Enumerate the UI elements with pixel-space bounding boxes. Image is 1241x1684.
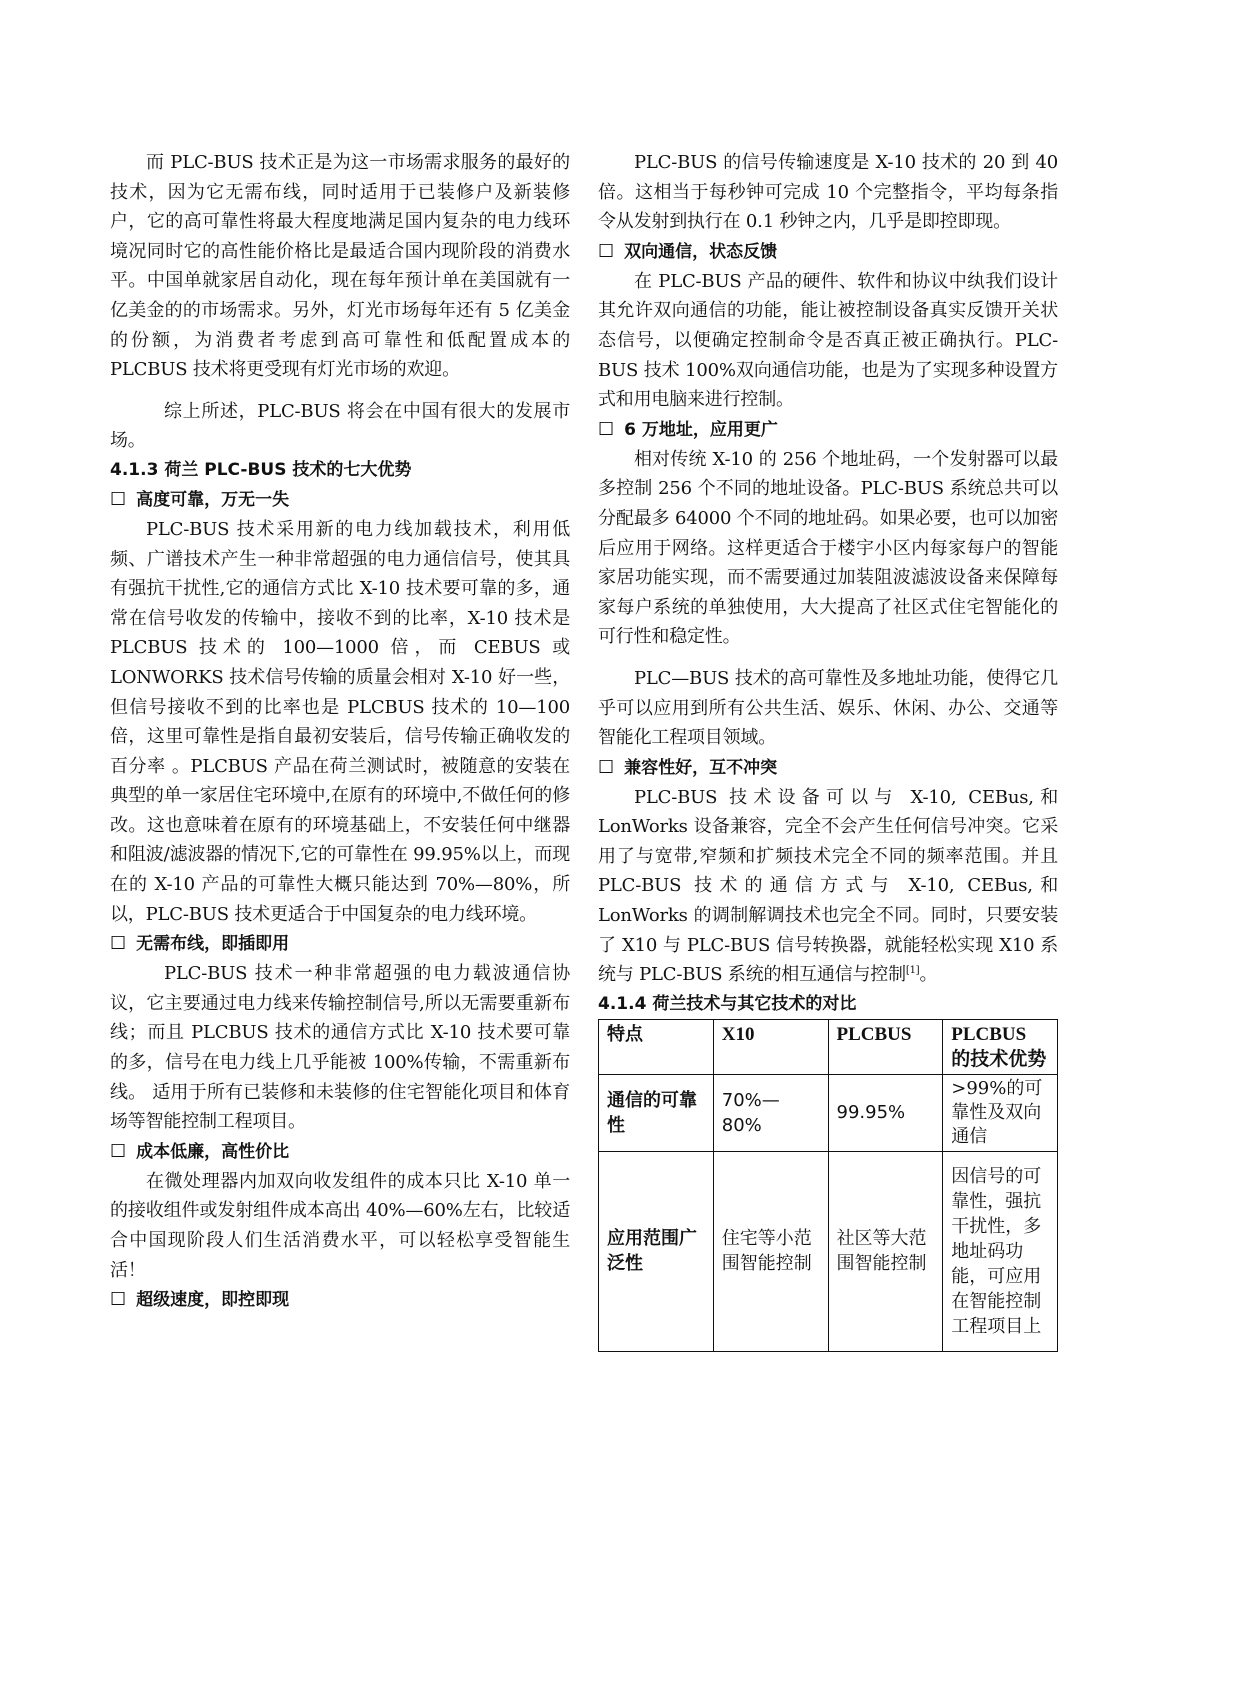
paragraph: 相对传统 X-10 的 256 个地址码，一个发射器可以最多控制 256 个不同的地址设备。PLC-BUS 系统总共可以分配最多 64000 个不同的地址码。如果必要，也可以加密后应用于网络。这样更适合于楼宇小区内每家每户的智能家居功能实现，而不需要通过加装阻波滤波设备来保障每家每户系统的单独使用，大大提高了社区式住宅智能化的可行性和稳定性。: [598, 448, 1058, 648]
paragraph: [598, 783, 1058, 990]
comparison-table: [598, 1019, 1058, 1352]
subheading: [110, 1137, 570, 1167]
checkbox-icon: ☐: [110, 1289, 127, 1311]
table-cell: 社区等大范围智能控制: [828, 1151, 943, 1351]
paragraph: 在 PLC-BUS 产品的硬件、软件和协议中纨我们设计其允许双向通信的功能，能让被控制设备真实反馈开关状态信号，以便确定控制命令是否真正被正确执行。PLC-BUS 技术 100%双向通信功能，也是为了实现多种设置方式和用电脑来进行控制。: [598, 270, 1058, 411]
subheading-text: 6 万地址，应用更广: [624, 419, 778, 440]
subheading-text: 高度可靠，万无一失: [136, 489, 290, 510]
left-column: [110, 148, 570, 1315]
subheading-text: 成本低廉，高性价比: [136, 1141, 290, 1162]
checkbox-icon: ☐: [598, 418, 615, 440]
checkbox-icon: ☐: [598, 240, 615, 262]
paragraph-end: 。: [919, 964, 938, 986]
section-title: 4.1.4 荷兰技术与其它技术的对比: [598, 993, 857, 1014]
subheading: [598, 753, 1058, 783]
citation-ref: [1]: [905, 965, 920, 977]
subheading: [110, 929, 570, 959]
table-cell: 通信的可靠性: [599, 1074, 714, 1151]
paragraph: PLC-BUS 技术采用新的电力线加载技术，利用低频、广谱技术产生一种非常超强的电力通信信号，使其具有强抗干扰性,它的通信方式比 X-10 技术要可靠的多，通常在信号收发的传输中，接收不到的比率，X-10 技术是 PLCBUS 技术的 100—1000 倍，而 CEBUS 或 LONWORKS 技术信号传输的质量会相对 X-10 好一些，但信号接收不到的比率也是 PLCBUS 技术的 10—100 倍，这里可靠性是指自最初安装后，信号传输正确收发的百分率 。PLCBUS 产品在荷兰测试时，被随意的安装在典型的单一家居住宅环境中,在原有的环境中,不做任何的修改。这也意味着在原有的环境基础上，不安装任何中继器和阻波/滤波器的情况下,它的可靠性在 99.95%以上，而现在的 X-10 产品的可靠性大概只能达到 70%—80%，所以，PLC-BUS 技术更适合于中国复杂的电力线环境。: [110, 518, 570, 925]
table-header-cell: X10: [713, 1019, 828, 1074]
table-header-cell: PLCBUS: [828, 1019, 943, 1074]
table-row: [599, 1151, 1058, 1351]
table-header-row: [599, 1019, 1058, 1074]
subheading: [598, 237, 1058, 267]
paragraph: 而 PLC-BUS 技术正是为这一市场需求服务的最好的技术，因为它无需布线，同时适用于已装修户及新装修户，它的高可靠性将最大程度地满足国内复杂的电力线环境况同时它的高性能价格比是最适合国内现阶段的消费水平。中国单就家居自动化，现在每年预计单在美国就有一亿美金的的市场需求。另外，灯光市场每年还有 5 亿美金的份额，为消费者考虑到高可靠性和低配置成本的 PLCBUS 技术将更受现有灯光市场的欢迎。: [110, 152, 570, 381]
subheading: [110, 1285, 570, 1315]
table-header-cell: 特点: [599, 1019, 714, 1074]
subheading: [110, 485, 570, 515]
paragraph: PLC-BUS 的信号传输速度是 X-10 技术的 20 到 40 倍。这相当于每秒钟可完成 10 个完整指令，平均每条指令从发射到执行在 0.1 秒钟之内，几乎是即控即现。: [598, 152, 1058, 233]
subheading: [598, 415, 1058, 445]
subheading-text: 兼容性好，互不冲突: [624, 757, 778, 778]
table-row: [599, 1074, 1058, 1151]
table-cell: >99%的可靠性及双向通信: [943, 1074, 1058, 1151]
table-cell: 70%—80%: [713, 1074, 828, 1151]
subheading-text: 超级速度，即控即现: [136, 1290, 290, 1311]
subheading-text: 无需布线，即插即用: [136, 934, 290, 955]
right-column: [598, 148, 1058, 1352]
section-title: 4.1.3 荷兰 PLC-BUS 技术的七大优势: [110, 459, 412, 480]
checkbox-icon: ☐: [110, 933, 127, 955]
checkbox-icon: ☐: [110, 488, 127, 510]
checkbox-icon: ☐: [110, 1140, 127, 1162]
paragraph: 综上所述，PLC-BUS 将会在中国有很大的发展市场。: [110, 400, 570, 452]
subheading-text: 双向通信，状态反馈: [624, 241, 778, 262]
table-cell: 因信号的可靠性，强抗干扰性，多地址码功能，可应用在智能控制工程项目上: [943, 1151, 1058, 1351]
checkbox-icon: ☐: [598, 756, 615, 778]
paragraph: PLC-BUS 技术一种非常超强的电力载波通信协议，它主要通过电力线来传输控制信号,所以无需要重新布线；而且 PLCBUS 技术的通信方式比 X-10 技术要可靠的多，信号在电力线上几乎能被 100%传输，不需重新布线。 适用于所有已装修和未装修的住宅智能化项目和体育场等智能控制工程项目。: [110, 963, 570, 1133]
paragraph-text: PLC-BUS 技术设备可以与 X-10, CEBus,和 LonWorks 设备兼容，完全不会产生任何信号冲突。它采用了与宽带,窄频和扩频技术完全不同的频率范围。并且 PLC-BUS 技术的通信方式与 X-10, CEBus,和 LonWorks 的调制解调技术也完全不同。同时，只要安装了 X10 与 PLC-BUS 信号转换器，就能轻松实现 X10 系统与 PLC-BUS 系统的相互通信与控制: [598, 786, 1058, 986]
table-cell: 99.95%: [828, 1074, 943, 1151]
paragraph: PLC—BUS 技术的高可靠性及多地址功能，使得它几乎可以应用到所有公共生活、娱乐、休闲、办公、交通等智能化工程项目领域。: [598, 667, 1058, 749]
table-cell: 住宅等小范围智能控制: [713, 1151, 828, 1351]
table-header-cell: PLCBUS 的技术优势: [943, 1019, 1058, 1074]
table-cell: 应用范围广泛性: [599, 1151, 714, 1351]
paragraph: 在微处理器内加双向收发组件的成本只比 X-10 单一的接收组件或发射组件成本高出 40%—60%左右，比较适合中国现阶段人们生活消费水平，可以轻松享受智能生活！: [110, 1170, 570, 1281]
